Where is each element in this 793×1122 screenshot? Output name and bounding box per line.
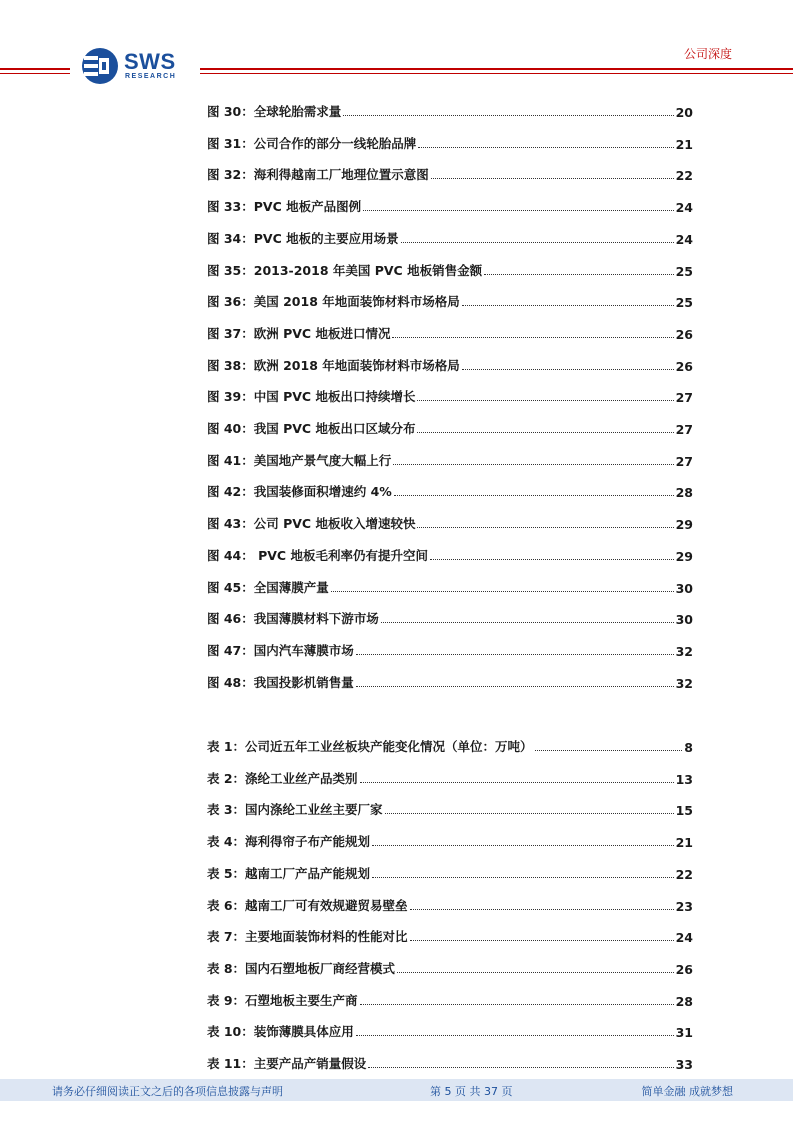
- figure-entry-page: 20: [675, 105, 693, 120]
- table-entry-page: 31: [675, 1025, 693, 1041]
- header-rule-left-top: [0, 68, 70, 70]
- table-entry[interactable]: [207, 767, 693, 787]
- figure-entry-label: 图 48：我国投影机销售量: [207, 674, 354, 690]
- table-entry[interactable]: [207, 735, 693, 755]
- figure-entry[interactable]: [207, 671, 693, 691]
- table-entry-label: 表 6：越南工厂可有效规避贸易壁垒: [207, 897, 408, 913]
- figure-entry-page: 30: [675, 580, 693, 596]
- table-entry-page: 23: [675, 898, 693, 914]
- table-entry[interactable]: [207, 798, 693, 818]
- figure-entry[interactable]: [207, 290, 693, 310]
- table-entry-page: 26: [675, 961, 693, 977]
- dot-leader: [431, 177, 674, 179]
- figure-entry-page: 24: [675, 200, 693, 216]
- dot-leader: [394, 494, 674, 496]
- dot-leader: [381, 621, 674, 623]
- table-entry-page: 8: [684, 740, 693, 755]
- figure-entry-page: 25: [675, 295, 693, 311]
- dot-leader: [410, 939, 674, 941]
- table-entry-page: 22: [675, 866, 693, 882]
- figure-entry-page: 29: [675, 548, 693, 564]
- figure-entry[interactable]: [207, 639, 693, 659]
- figure-entry-label: 图 45：全国薄膜产量: [207, 579, 329, 595]
- logo-text: SWS: [124, 49, 176, 74]
- figure-entry-label: 图 34：PVC 地板的主要应用场景: [207, 230, 399, 246]
- table-entry[interactable]: [207, 894, 693, 914]
- sws-logo: [80, 46, 190, 86]
- table-entry-label: 表 9：石塑地板主要生产商: [207, 992, 358, 1008]
- figure-entry-page: 30: [675, 612, 693, 628]
- figure-entry[interactable]: [207, 163, 693, 183]
- figure-entry[interactable]: [207, 354, 693, 374]
- figure-entry[interactable]: [207, 512, 693, 532]
- page-header: [0, 0, 793, 95]
- figure-entry[interactable]: [207, 259, 693, 279]
- figure-entry-label: 图 35：2013-2018 年美国 PVC 地板销售金额: [207, 262, 483, 278]
- dot-leader: [484, 273, 674, 275]
- figure-entry-page: 29: [675, 517, 693, 533]
- table-entry-label: 表 7：主要地面装饰材料的性能对比: [207, 929, 408, 945]
- dot-leader: [356, 1034, 674, 1036]
- dot-leader: [393, 463, 673, 465]
- figure-entry[interactable]: [207, 480, 693, 500]
- table-entry[interactable]: [207, 925, 693, 945]
- figure-entry-label: 图 36：美国 2018 年地面装饰材料市场格局: [207, 294, 460, 310]
- dot-leader: [462, 304, 674, 306]
- figure-entry-label: 图 40：我国 PVC 地板出口区域分布: [207, 421, 416, 436]
- figure-entry-page: 24: [675, 231, 693, 247]
- dot-leader: [392, 336, 673, 338]
- table-entry[interactable]: [207, 830, 693, 850]
- figure-entry-page: 26: [675, 358, 693, 374]
- figure-entry-label: 图 43：公司 PVC 地板收入增速较快: [207, 516, 416, 532]
- figure-entry-page: 32: [675, 643, 693, 659]
- report-type-label: 公司深度: [683, 47, 732, 61]
- table-entry-label: 表 10：装饰薄膜具体应用: [207, 1024, 354, 1040]
- figure-entry-label: 图 41：美国地产景气度大幅上行: [207, 452, 392, 468]
- dot-leader: [410, 908, 674, 910]
- table-entry[interactable]: [207, 957, 693, 977]
- dot-leader: [417, 526, 673, 528]
- dot-leader: [331, 590, 674, 592]
- dot-leader: [363, 209, 673, 211]
- figure-entry[interactable]: [207, 449, 693, 469]
- dot-leader: [368, 1066, 673, 1068]
- dot-leader: [356, 685, 674, 687]
- table-entry-page: 28: [675, 993, 693, 1009]
- table-entry-page: 33: [675, 1057, 693, 1072]
- dot-leader: [343, 114, 673, 116]
- figure-entry-label: 图 46：我国薄膜材料下游市场: [207, 611, 379, 627]
- table-entry[interactable]: [207, 862, 693, 882]
- table-entry-label: 表 2：涤纶工业丝产品类别: [207, 770, 358, 786]
- figure-entry-label: 图 39：中国 PVC 地板出口持续增长: [207, 389, 416, 405]
- figure-entry-page: 32: [675, 675, 693, 691]
- dot-leader: [418, 146, 673, 148]
- figure-entry-label: 图 37：欧洲 PVC 地板进口情况: [207, 325, 391, 341]
- page-footer: [0, 1079, 793, 1101]
- figure-entry-label: 图 44： PVC 地板毛利率仍有提升空间: [207, 547, 428, 563]
- table-entry-page: 24: [675, 930, 693, 946]
- dot-leader: [356, 653, 674, 655]
- footer-page-info: 第 5 页 共 37 页: [430, 1085, 513, 1098]
- figure-entry-page: 21: [675, 136, 693, 152]
- figure-entry-page: 28: [675, 485, 693, 501]
- figure-entry[interactable]: [207, 544, 693, 564]
- table-entry-label: 表 5：越南工厂产品产能规划: [207, 865, 371, 881]
- figure-entry-page: 27: [675, 422, 693, 437]
- figure-entry-label: 图 33：PVC 地板产品图例: [207, 199, 362, 215]
- dot-leader: [372, 876, 674, 878]
- header-rule-left-bottom: [0, 73, 70, 74]
- dot-leader: [360, 781, 674, 783]
- figure-entry-page: 22: [675, 168, 693, 184]
- dot-leader: [417, 431, 673, 433]
- dot-leader: [417, 399, 673, 401]
- figure-entry[interactable]: [207, 132, 693, 152]
- table-entry[interactable]: [207, 1052, 693, 1072]
- table-entry-label: 表 8：国内石塑地板厂商经营模式: [207, 960, 396, 976]
- figure-entry-page: 26: [675, 326, 693, 342]
- figure-entry[interactable]: [207, 607, 693, 627]
- table-entry-label: 表 1：公司近五年工业丝板块产能变化情况（单位：万吨）: [207, 739, 533, 754]
- figure-entry-label: 图 47：国内汽车薄膜市场: [207, 642, 354, 658]
- figure-entry[interactable]: [207, 576, 693, 596]
- dot-leader: [397, 971, 674, 973]
- sws-logo-icon: [80, 46, 120, 86]
- footer-disclaimer: 请务必仔细阅读正文之后的各项信息披露与声明: [52, 1085, 283, 1098]
- figure-entry-page: 27: [675, 453, 693, 469]
- table-entry-label: 表 11：主要产品产销量假设: [207, 1056, 367, 1071]
- dot-leader: [372, 844, 674, 846]
- figure-entry-label: 图 42：我国装修面积增速约 4%: [207, 484, 392, 500]
- dot-leader: [385, 812, 674, 814]
- figure-entry-label: 图 31：公司合作的部分一线轮胎品牌: [207, 135, 417, 151]
- figure-entry-label: 图 30：全球轮胎需求量: [207, 104, 342, 119]
- dot-leader: [360, 1003, 674, 1005]
- logo-subtext: RESEARCH: [125, 73, 177, 80]
- table-entry[interactable]: [207, 1020, 693, 1040]
- table-entry-page: 15: [675, 803, 693, 819]
- figure-entry-page: 25: [675, 263, 693, 279]
- figure-entry[interactable]: [207, 417, 693, 437]
- figure-entry[interactable]: [207, 100, 693, 120]
- figure-entry-label: 图 38：欧洲 2018 年地面装饰材料市场格局: [207, 357, 460, 373]
- dot-leader: [462, 368, 674, 370]
- figure-entry[interactable]: [207, 227, 693, 247]
- figure-entry[interactable]: [207, 322, 693, 342]
- table-entry-page: 13: [675, 771, 693, 787]
- footer-slogan: 简单金融 成就梦想: [641, 1085, 733, 1098]
- table-entry[interactable]: [207, 989, 693, 1009]
- figure-entry-page: 27: [675, 390, 693, 406]
- table-entry-label: 表 3：国内涤纶工业丝主要厂家: [207, 802, 383, 818]
- header-rule-right-top: [200, 68, 793, 70]
- figure-entry-label: 图 32：海利得越南工厂地理位置示意图: [207, 167, 429, 183]
- header-rule-right-bottom: [200, 73, 793, 74]
- table-entry-label: 表 4：海利得帘子布产能规划: [207, 834, 371, 850]
- dot-leader: [535, 749, 683, 751]
- table-entry-page: 21: [675, 835, 693, 851]
- dot-leader: [430, 558, 674, 560]
- figure-entry[interactable]: [207, 385, 693, 405]
- dot-leader: [401, 241, 674, 243]
- figure-entry[interactable]: [207, 195, 693, 215]
